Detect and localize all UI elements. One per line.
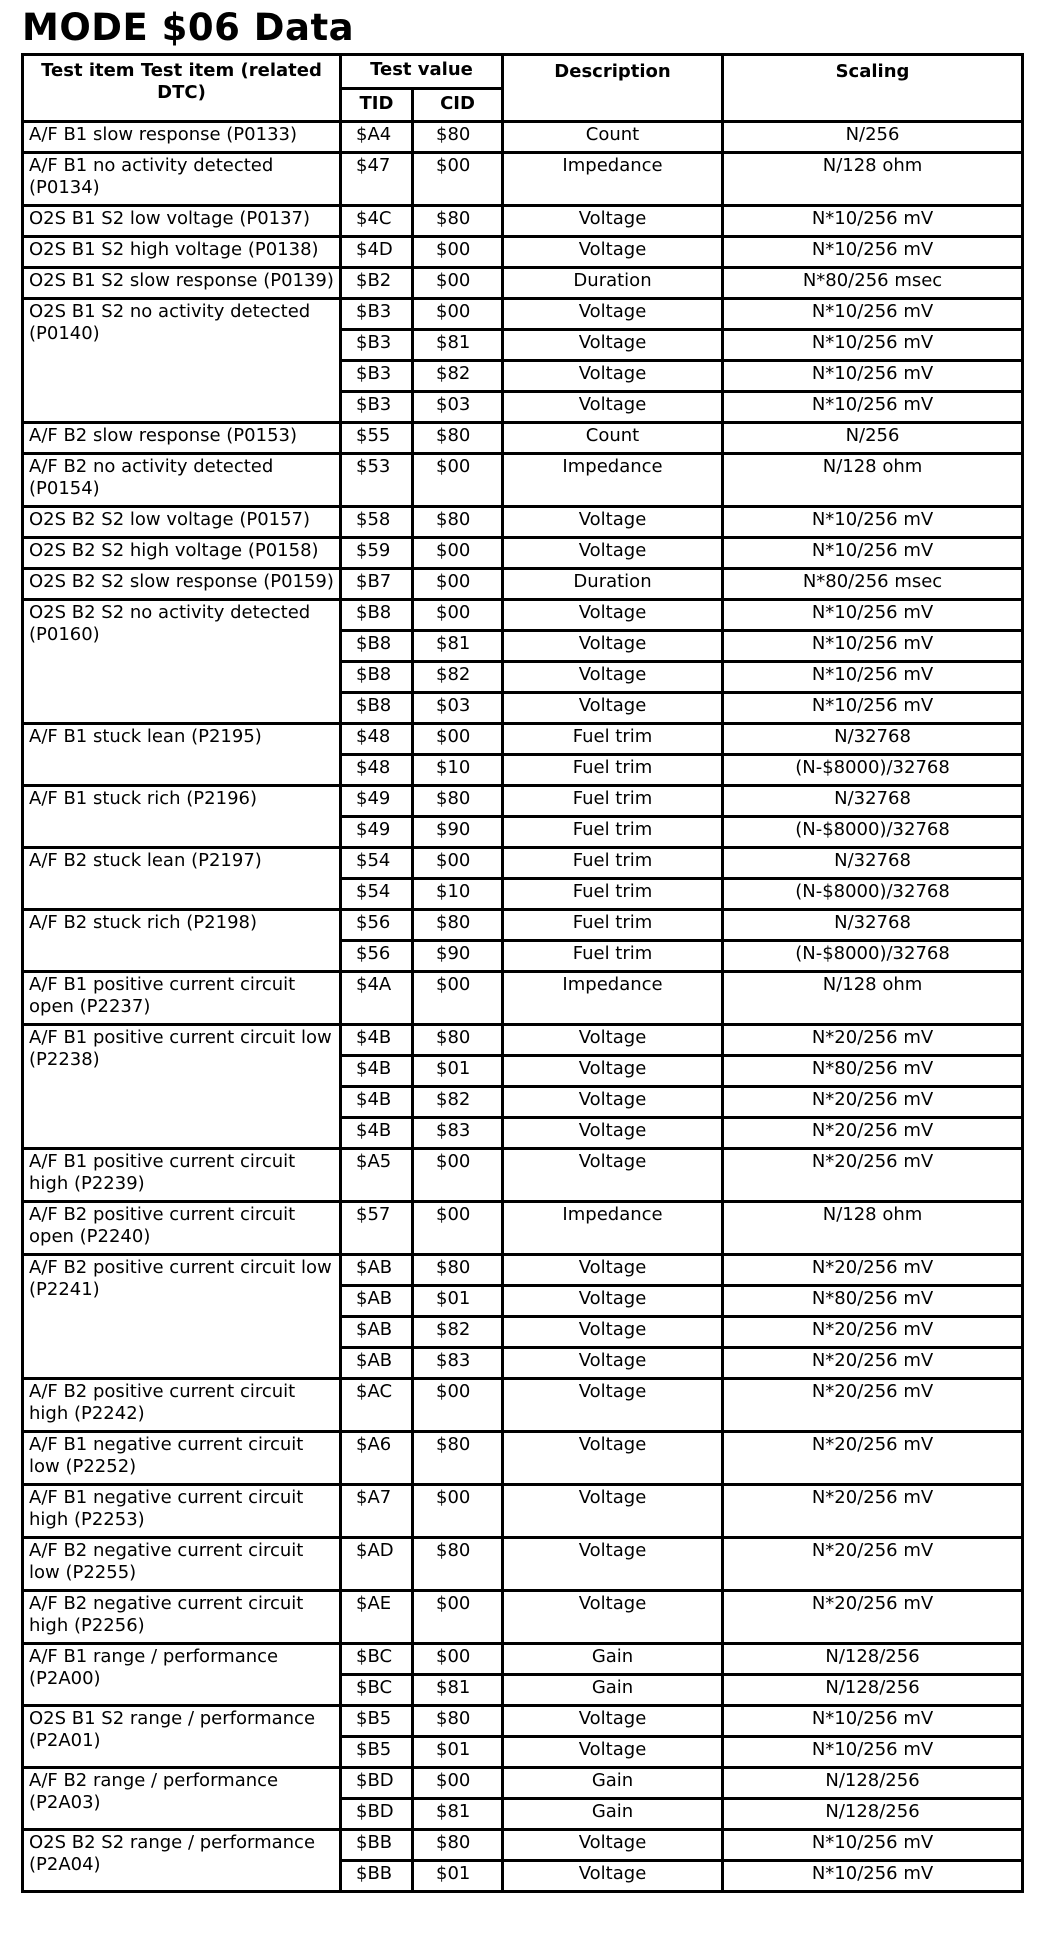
tid-cell: $55	[341, 423, 413, 454]
table-row	[23, 1149, 1023, 1202]
cid-cell: $80	[413, 507, 503, 538]
cid-cell: $00	[413, 1202, 503, 1255]
description-cell: Voltage	[503, 1118, 723, 1149]
scaling-cell: N/32768	[723, 724, 1023, 755]
test-item-cell: A/F B1 slow response (P0133)	[23, 122, 341, 153]
description-cell: Impedance	[503, 1202, 723, 1255]
description-cell: Voltage	[503, 1255, 723, 1286]
cid-cell: $00	[413, 237, 503, 268]
description-cell: Fuel trim	[503, 848, 723, 879]
scaling-cell: N/128 ohm	[723, 1202, 1023, 1255]
scaling-cell: N*10/256 mV	[723, 600, 1023, 631]
test-item-cell: A/F B1 no activity detected (P0134)	[23, 153, 341, 206]
tid-cell: $B3	[341, 392, 413, 423]
scaling-cell: N*20/256 mV	[723, 1591, 1023, 1644]
tid-cell: $56	[341, 941, 413, 972]
scaling-cell: N*20/256 mV	[723, 1025, 1023, 1056]
tid-cell: $49	[341, 786, 413, 817]
description-cell: Voltage	[503, 1149, 723, 1202]
test-item-cell: O2S B1 S2 range / performance (P2A01)	[23, 1706, 341, 1768]
cid-cell: $81	[413, 631, 503, 662]
test-item-cell: A/F B2 negative current circuit low (P2255)	[23, 1538, 341, 1591]
test-item-cell: A/F B2 range / performance (P2A03)	[23, 1768, 341, 1830]
test-item-cell: O2S B2 S2 slow response (P0159)	[23, 569, 341, 600]
description-cell: Fuel trim	[503, 755, 723, 786]
table-header	[23, 55, 1023, 122]
test-item-cell: A/F B2 positive current circuit low (P2241)	[23, 1255, 341, 1379]
scaling-cell: N/128 ohm	[723, 972, 1023, 1025]
description-cell: Voltage	[503, 1286, 723, 1317]
description-cell: Voltage	[503, 1830, 723, 1861]
mode06-table	[21, 53, 1024, 1893]
scaling-cell: N*20/256 mV	[723, 1317, 1023, 1348]
scaling-cell: N*10/256 mV	[723, 206, 1023, 237]
test-item-cell: A/F B1 positive current circuit high (P2239)	[23, 1149, 341, 1202]
scaling-cell: N/256	[723, 423, 1023, 454]
tid-cell: $4B	[341, 1087, 413, 1118]
description-cell: Voltage	[503, 1706, 723, 1737]
tid-cell: $A5	[341, 1149, 413, 1202]
cid-cell: $80	[413, 786, 503, 817]
description-cell: Fuel trim	[503, 786, 723, 817]
table-row	[23, 1202, 1023, 1255]
test-item-cell: O2S B2 S2 no activity detected (P0160)	[23, 600, 341, 724]
scaling-cell: N*20/256 mV	[723, 1348, 1023, 1379]
table-row	[23, 268, 1023, 299]
page-title: MODE $06 Data	[22, 6, 355, 49]
cid-cell: $83	[413, 1348, 503, 1379]
description-cell: Voltage	[503, 507, 723, 538]
description-cell: Voltage	[503, 1432, 723, 1485]
tid-cell: $B3	[341, 299, 413, 330]
test-item-cell: A/F B2 slow response (P0153)	[23, 423, 341, 454]
tid-cell: $BB	[341, 1861, 413, 1892]
cid-cell: $00	[413, 600, 503, 631]
tid-cell: $47	[341, 153, 413, 206]
description-cell: Voltage	[503, 206, 723, 237]
description-cell: Gain	[503, 1799, 723, 1830]
table-row	[23, 423, 1023, 454]
cid-cell: $80	[413, 1432, 503, 1485]
scaling-cell: N*10/256 mV	[723, 330, 1023, 361]
tid-cell: $B8	[341, 662, 413, 693]
scaling-cell: N*10/256 mV	[723, 693, 1023, 724]
scaling-cell: N*10/256 mV	[723, 538, 1023, 569]
table-row	[23, 1379, 1023, 1432]
scaling-cell: N/128/256	[723, 1799, 1023, 1830]
test-item-cell: A/F B2 positive current circuit open (P2240)	[23, 1202, 341, 1255]
cid-cell: $10	[413, 755, 503, 786]
cid-cell: $00	[413, 1591, 503, 1644]
scaling-cell: N*10/256 mV	[723, 1706, 1023, 1737]
description-cell: Gain	[503, 1768, 723, 1799]
tid-cell: $49	[341, 817, 413, 848]
cid-cell: $80	[413, 1255, 503, 1286]
cid-cell: $80	[413, 1025, 503, 1056]
scaling-cell: N*10/256 mV	[723, 631, 1023, 662]
tid-cell: $54	[341, 879, 413, 910]
test-item-cell: O2S B2 S2 range / performance (P2A04)	[23, 1830, 341, 1892]
tid-cell: $BD	[341, 1799, 413, 1830]
tid-cell: $48	[341, 724, 413, 755]
test-item-cell: A/F B1 positive current circuit low (P2238)	[23, 1025, 341, 1149]
description-cell: Voltage	[503, 693, 723, 724]
tid-cell: $AC	[341, 1379, 413, 1432]
test-item-cell: A/F B2 stuck lean (P2197)	[23, 848, 341, 910]
table-row	[23, 1485, 1023, 1538]
cid-cell: $90	[413, 817, 503, 848]
scaling-cell: N/128 ohm	[723, 454, 1023, 507]
header-description: Description	[503, 55, 723, 122]
cid-cell: $00	[413, 538, 503, 569]
tid-cell: $AD	[341, 1538, 413, 1591]
description-cell: Fuel trim	[503, 724, 723, 755]
cid-cell: $90	[413, 941, 503, 972]
table-row	[23, 538, 1023, 569]
scaling-cell: N/128/256	[723, 1768, 1023, 1799]
description-cell: Impedance	[503, 153, 723, 206]
header-scaling: Scaling	[723, 55, 1023, 122]
tid-cell: $59	[341, 538, 413, 569]
cid-cell: $80	[413, 206, 503, 237]
cid-cell: $80	[413, 423, 503, 454]
tid-cell: $B5	[341, 1706, 413, 1737]
table-row	[23, 972, 1023, 1025]
description-cell: Voltage	[503, 330, 723, 361]
tid-cell: $BC	[341, 1675, 413, 1706]
scaling-cell: N/128 ohm	[723, 153, 1023, 206]
tid-cell: $56	[341, 910, 413, 941]
description-cell: Voltage	[503, 1485, 723, 1538]
cid-cell: $00	[413, 299, 503, 330]
cid-cell: $81	[413, 1799, 503, 1830]
description-cell: Gain	[503, 1644, 723, 1675]
description-cell: Duration	[503, 569, 723, 600]
scaling-cell: (N-$8000)/32768	[723, 879, 1023, 910]
cid-cell: $01	[413, 1286, 503, 1317]
scaling-cell: N*80/256 msec	[723, 268, 1023, 299]
table-row	[23, 237, 1023, 268]
header-tid: TID	[341, 89, 413, 122]
scaling-cell: N*20/256 mV	[723, 1432, 1023, 1485]
tid-cell: $B3	[341, 330, 413, 361]
scaling-cell: N*80/256 mV	[723, 1056, 1023, 1087]
description-cell: Fuel trim	[503, 910, 723, 941]
table-row	[23, 454, 1023, 507]
description-cell: Impedance	[503, 972, 723, 1025]
test-item-cell: A/F B1 range / performance (P2A00)	[23, 1644, 341, 1706]
test-item-cell: O2S B1 S2 no activity detected (P0140)	[23, 299, 341, 423]
table-row	[23, 1768, 1023, 1799]
scaling-cell: N*10/256 mV	[723, 1830, 1023, 1861]
tid-cell: $B8	[341, 600, 413, 631]
cid-cell: $00	[413, 1768, 503, 1799]
description-cell: Voltage	[503, 237, 723, 268]
description-cell: Fuel trim	[503, 941, 723, 972]
tid-cell: $53	[341, 454, 413, 507]
tid-cell: $B2	[341, 268, 413, 299]
table-row	[23, 910, 1023, 941]
description-cell: Voltage	[503, 1025, 723, 1056]
test-item-cell: O2S B2 S2 high voltage (P0158)	[23, 538, 341, 569]
scaling-cell: N*20/256 mV	[723, 1118, 1023, 1149]
cid-cell: $82	[413, 1087, 503, 1118]
cid-cell: $00	[413, 1485, 503, 1538]
test-item-cell: A/F B1 stuck lean (P2195)	[23, 724, 341, 786]
tid-cell: $BD	[341, 1768, 413, 1799]
cid-cell: $00	[413, 569, 503, 600]
test-item-cell: A/F B1 negative current circuit low (P2252)	[23, 1432, 341, 1485]
test-item-cell: A/F B1 negative current circuit high (P2253)	[23, 1485, 341, 1538]
description-cell: Voltage	[503, 299, 723, 330]
tid-cell: $A4	[341, 122, 413, 153]
description-cell: Voltage	[503, 1591, 723, 1644]
scaling-cell: N*20/256 mV	[723, 1485, 1023, 1538]
table-row	[23, 1706, 1023, 1737]
description-cell: Duration	[503, 268, 723, 299]
cid-cell: $00	[413, 268, 503, 299]
header-test-item: Test item Test item (related DTC)	[23, 55, 341, 122]
cid-cell: $00	[413, 724, 503, 755]
cid-cell: $83	[413, 1118, 503, 1149]
cid-cell: $81	[413, 330, 503, 361]
cid-cell: $82	[413, 1317, 503, 1348]
tid-cell: $B7	[341, 569, 413, 600]
tid-cell: $B3	[341, 361, 413, 392]
table-row	[23, 153, 1023, 206]
tid-cell: $AB	[341, 1348, 413, 1379]
description-cell: Impedance	[503, 454, 723, 507]
cid-cell: $00	[413, 153, 503, 206]
scaling-cell: N/32768	[723, 910, 1023, 941]
scaling-cell: N/32768	[723, 848, 1023, 879]
scaling-cell: N*10/256 mV	[723, 299, 1023, 330]
table-row	[23, 1830, 1023, 1861]
tid-cell: $4B	[341, 1025, 413, 1056]
scaling-cell: N/32768	[723, 786, 1023, 817]
test-item-cell: O2S B2 S2 low voltage (P0157)	[23, 507, 341, 538]
tid-cell: $4A	[341, 972, 413, 1025]
cid-cell: $82	[413, 361, 503, 392]
scaling-cell: N*20/256 mV	[723, 1087, 1023, 1118]
test-item-cell: A/F B2 no activity detected (P0154)	[23, 454, 341, 507]
description-cell: Voltage	[503, 1087, 723, 1118]
scaling-cell: N*10/256 mV	[723, 662, 1023, 693]
table-row	[23, 786, 1023, 817]
cid-cell: $00	[413, 1644, 503, 1675]
scaling-cell: N*80/256 msec	[723, 569, 1023, 600]
scaling-cell: N*80/256 mV	[723, 1286, 1023, 1317]
table-row	[23, 724, 1023, 755]
test-item-cell: O2S B1 S2 slow response (P0139)	[23, 268, 341, 299]
table-row	[23, 206, 1023, 237]
description-cell: Count	[503, 423, 723, 454]
cid-cell: $81	[413, 1675, 503, 1706]
tid-cell: $B8	[341, 693, 413, 724]
cid-cell: $00	[413, 972, 503, 1025]
header-cid: CID	[413, 89, 503, 122]
table-row	[23, 600, 1023, 631]
table-row	[23, 1025, 1023, 1056]
description-cell: Voltage	[503, 662, 723, 693]
cid-cell: $80	[413, 910, 503, 941]
tid-cell: $AB	[341, 1286, 413, 1317]
cid-cell: $10	[413, 879, 503, 910]
scaling-cell: (N-$8000)/32768	[723, 755, 1023, 786]
tid-cell: $AB	[341, 1317, 413, 1348]
tid-cell: $AE	[341, 1591, 413, 1644]
description-cell: Gain	[503, 1675, 723, 1706]
cid-cell: $80	[413, 1538, 503, 1591]
cid-cell: $82	[413, 662, 503, 693]
scaling-cell: N*10/256 mV	[723, 361, 1023, 392]
description-cell: Fuel trim	[503, 817, 723, 848]
cid-cell: $01	[413, 1737, 503, 1768]
description-cell: Voltage	[503, 1317, 723, 1348]
table-row	[23, 569, 1023, 600]
cid-cell: $00	[413, 454, 503, 507]
tid-cell: $4B	[341, 1118, 413, 1149]
description-cell: Voltage	[503, 631, 723, 662]
table-row	[23, 507, 1023, 538]
tid-cell: $A7	[341, 1485, 413, 1538]
test-item-cell: A/F B1 positive current circuit open (P2237)	[23, 972, 341, 1025]
scaling-cell: N/128/256	[723, 1675, 1023, 1706]
scaling-cell: N/128/256	[723, 1644, 1023, 1675]
test-item-cell: A/F B1 stuck rich (P2196)	[23, 786, 341, 848]
scaling-cell: (N-$8000)/32768	[723, 941, 1023, 972]
tid-cell: $4D	[341, 237, 413, 268]
scaling-cell: N*10/256 mV	[723, 392, 1023, 423]
description-cell: Voltage	[503, 1861, 723, 1892]
table-row	[23, 122, 1023, 153]
table-row	[23, 848, 1023, 879]
tid-cell: $4C	[341, 206, 413, 237]
description-cell: Voltage	[503, 600, 723, 631]
tid-cell: $48	[341, 755, 413, 786]
description-cell: Voltage	[503, 1737, 723, 1768]
cid-cell: $00	[413, 848, 503, 879]
tid-cell: $BB	[341, 1830, 413, 1861]
table-row	[23, 1432, 1023, 1485]
description-cell: Count	[503, 122, 723, 153]
test-item-cell: A/F B2 negative current circuit high (P2256)	[23, 1591, 341, 1644]
tid-cell: $B5	[341, 1737, 413, 1768]
description-cell: Voltage	[503, 1056, 723, 1087]
tid-cell: $B8	[341, 631, 413, 662]
description-cell: Voltage	[503, 392, 723, 423]
tid-cell: $4B	[341, 1056, 413, 1087]
scaling-cell: N*10/256 mV	[723, 1737, 1023, 1768]
tid-cell: $57	[341, 1202, 413, 1255]
table-body	[23, 122, 1023, 1892]
scaling-cell: N*20/256 mV	[723, 1538, 1023, 1591]
table-row	[23, 1255, 1023, 1286]
description-cell: Voltage	[503, 361, 723, 392]
scaling-cell: N*10/256 mV	[723, 237, 1023, 268]
cid-cell: $00	[413, 1379, 503, 1432]
description-cell: Voltage	[503, 538, 723, 569]
description-cell: Voltage	[503, 1538, 723, 1591]
scaling-cell: N*20/256 mV	[723, 1149, 1023, 1202]
test-item-cell: A/F B2 positive current circuit high (P2242)	[23, 1379, 341, 1432]
tid-cell: $A6	[341, 1432, 413, 1485]
tid-cell: $BC	[341, 1644, 413, 1675]
table-row	[23, 1538, 1023, 1591]
cid-cell: $01	[413, 1056, 503, 1087]
scaling-cell: N*10/256 mV	[723, 507, 1023, 538]
scaling-cell: N*20/256 mV	[723, 1379, 1023, 1432]
description-cell: Fuel trim	[503, 879, 723, 910]
description-cell: Voltage	[503, 1379, 723, 1432]
tid-cell: $54	[341, 848, 413, 879]
cid-cell: $03	[413, 392, 503, 423]
table-row	[23, 299, 1023, 330]
scaling-cell: N*10/256 mV	[723, 1861, 1023, 1892]
description-cell: Voltage	[503, 1348, 723, 1379]
cid-cell: $00	[413, 1149, 503, 1202]
test-item-cell: O2S B1 S2 high voltage (P0138)	[23, 237, 341, 268]
test-item-cell: O2S B1 S2 low voltage (P0137)	[23, 206, 341, 237]
test-item-cell: A/F B2 stuck rich (P2198)	[23, 910, 341, 972]
scaling-cell: N/256	[723, 122, 1023, 153]
cid-cell: $01	[413, 1861, 503, 1892]
scaling-cell: N*20/256 mV	[723, 1255, 1023, 1286]
cid-cell: $80	[413, 122, 503, 153]
tid-cell: $58	[341, 507, 413, 538]
cid-cell: $03	[413, 693, 503, 724]
scaling-cell: (N-$8000)/32768	[723, 817, 1023, 848]
table-row	[23, 1644, 1023, 1675]
cid-cell: $80	[413, 1830, 503, 1861]
cid-cell: $80	[413, 1706, 503, 1737]
table-row	[23, 1591, 1023, 1644]
tid-cell: $AB	[341, 1255, 413, 1286]
header-test-value: Test value	[341, 55, 503, 89]
